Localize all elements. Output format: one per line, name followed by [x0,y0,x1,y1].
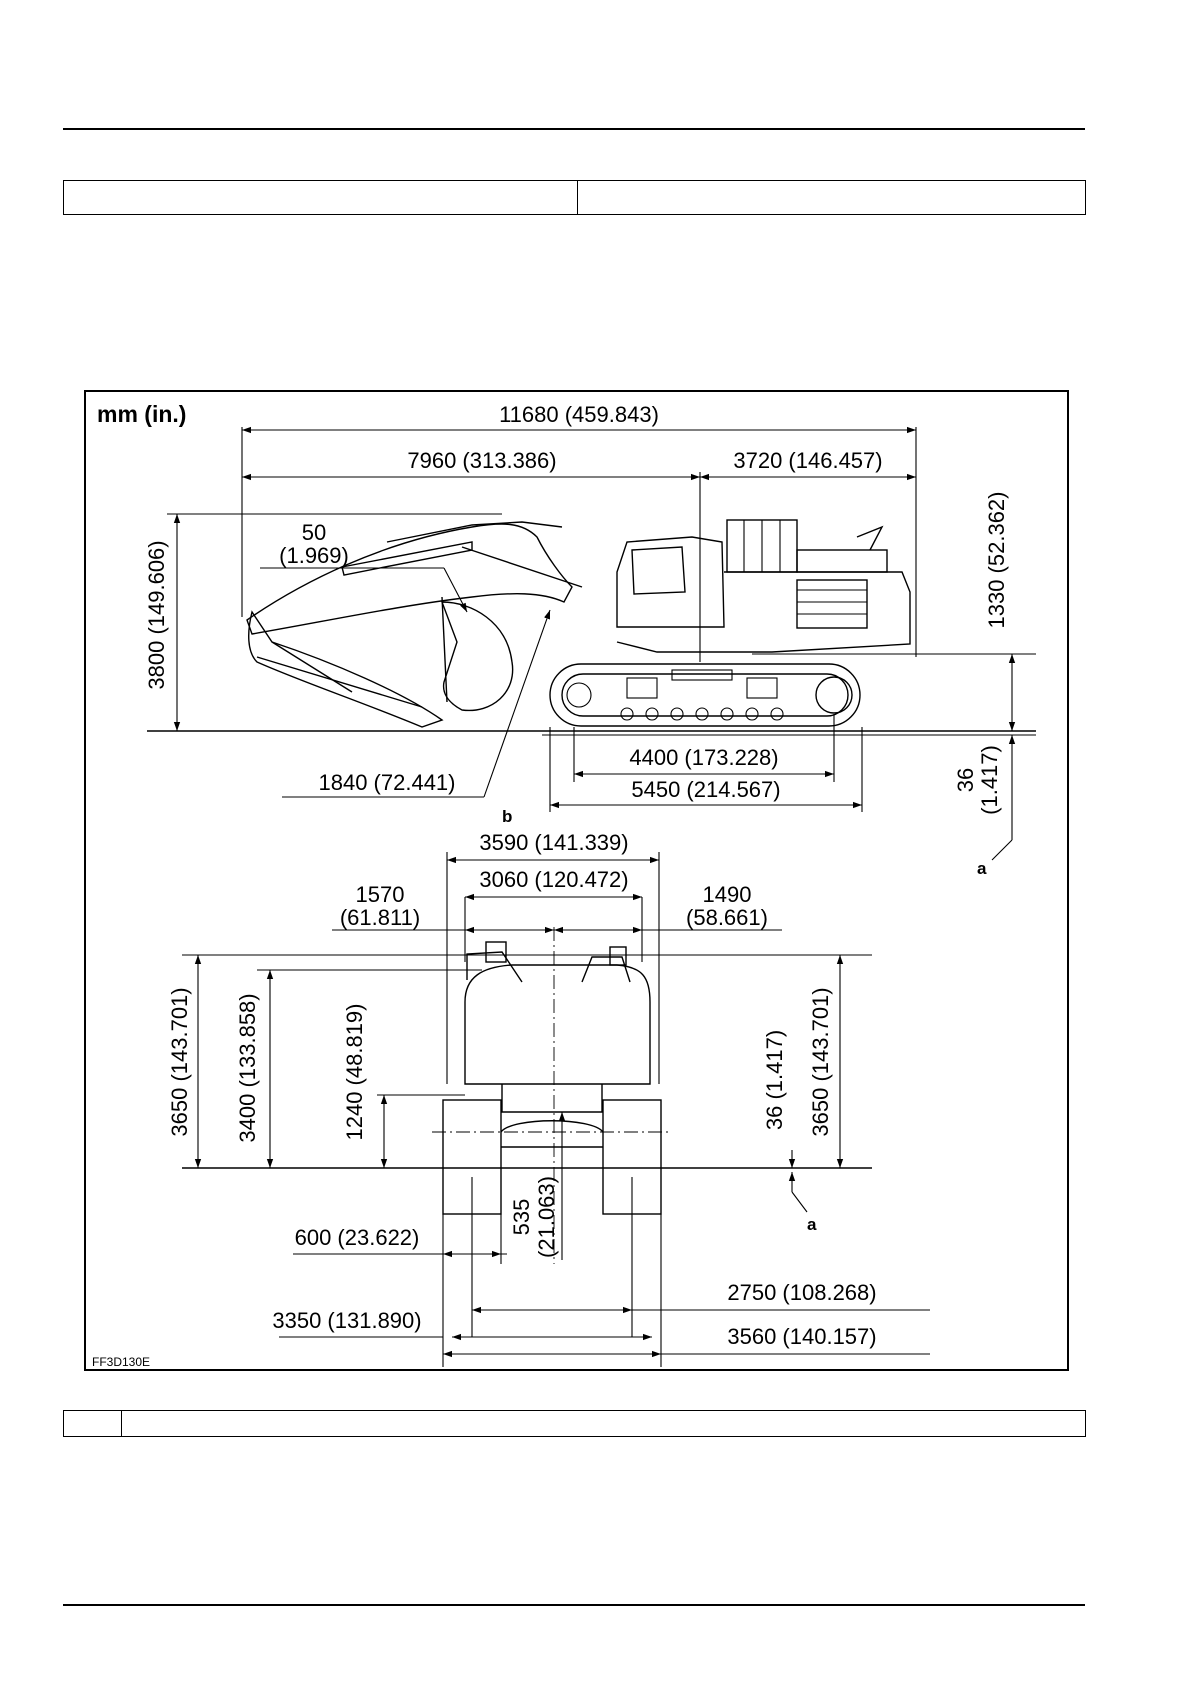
right-half-top-label: 1490 [702,882,752,907]
height-right-label: 3650 (143.701) [808,987,833,1137]
ref-a-side: a [977,859,987,878]
tail-clearance-label: 1330 (52.362) [984,491,1009,629]
rear-view-dimensions [167,830,930,1367]
grouser-bottom-label: (1.417) [977,745,1002,815]
left-half-top-label: 1570 [355,882,405,907]
height-left-label: 3650 (143.701) [167,987,192,1137]
track-width-label: 3350 (131.890) [272,1308,422,1333]
side-view-dimensions [97,401,1036,878]
bucket-height-label: 1840 (72.441) [318,770,456,795]
top-rule [63,128,1085,130]
dimension-figure [84,390,1069,1371]
figure-code: FF3D130E [92,1355,151,1369]
excavator-dimension-drawing [86,392,1071,1373]
boom-offset-bottom-label: (1.969) [279,543,349,568]
overall-width-label: 3560 (140.157) [727,1324,877,1349]
ref-a-rear: a [807,1215,817,1234]
front-length-label: 7960 (313.386) [407,448,557,473]
header-cell-left [64,181,578,214]
overall-length-label: 11680 (459.843) [499,402,659,427]
ground-clearance-top-label: 535 [509,1198,534,1236]
ground-clearance-bottom-label: (21.063) [534,1176,559,1258]
footer-cell-number [64,1411,122,1436]
overall-height-label: 3800 (149.606) [144,540,169,690]
counterweight-clearance-label: 1240 (48.819) [342,1003,367,1141]
tumbler-distance-label: 4400 (173.228) [629,745,779,770]
cab-height-label: 3400 (133.858) [235,993,260,1143]
footer-table [63,1410,1086,1437]
track-length-label: 5450 (214.567) [631,777,781,802]
upper-width-label: 3590 (141.339) [479,830,629,855]
grouser-top-label: 36 [953,767,978,793]
grouser-height-label: 36 (1.417) [762,1029,787,1131]
left-half-bottom-label: (61.811) [339,905,421,930]
footer-cell-text [122,1411,1085,1436]
shoe-width-label: 600 (23.622) [294,1225,420,1250]
bottom-rule [63,1604,1085,1606]
header-table [63,180,1086,215]
ref-b: b [502,807,513,826]
header-cell-right [578,181,1085,214]
boom-offset-top-label: 50 [301,520,327,545]
upper-body-width-label: 3060 (120.472) [479,867,629,892]
units-label: mm (in.) [97,401,187,427]
track-gauge-label: 2750 (108.268) [727,1280,877,1305]
rear-length-label: 3720 (146.457) [733,448,883,473]
right-half-bottom-label: (58.661) [686,905,768,930]
